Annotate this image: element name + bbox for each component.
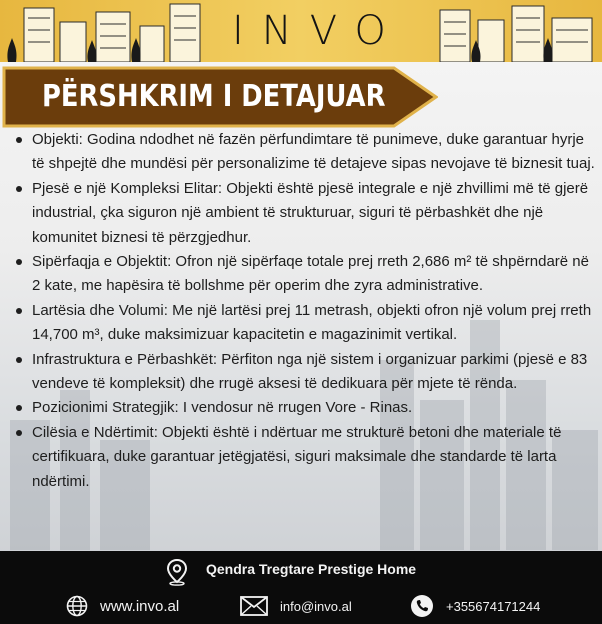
globe-icon — [66, 595, 88, 617]
feature-text: Pjesë e një Kompleksi Elitar: Objekti është pjesë integrale e një zhvillimi më të gjerë industrial, çka siguron një ambient të strukturuar, siguri të përbashkët dhe një komunitet biznesi të përzgjedhur. — [32, 179, 589, 246]
bullet-icon — [16, 308, 22, 314]
website-link[interactable] — [66, 593, 179, 619]
skyline-illustration-left — [0, 0, 210, 62]
bullet-icon — [16, 186, 22, 192]
footer — [0, 551, 602, 624]
feature-list — [10, 128, 598, 494]
list-item — [10, 128, 598, 177]
list-item — [10, 177, 598, 250]
feature-text: Objekti: Godina ndodhet në fazën përfundimtare të punimeve, duke garantuar hyrje të shpejtë dhe mundësi për personalizime të detajeve sipas nevojave të biznesit tuaj. — [32, 131, 595, 173]
section-title: PËRSHKRIM I DETAJUAR — [42, 79, 386, 114]
skyline-illustration-right — [432, 0, 602, 62]
mail-icon — [240, 596, 268, 616]
email-link[interactable] — [240, 593, 352, 619]
section-title-banner — [2, 66, 438, 128]
feature-text: Cilësia e Ndërtimit: Objekti është i ndërtuar me strukturë betoni dhe materiale të certifikuara, duke garantuar jetëgjatësi, siguri maksimale dhe standarde të larta ndërtimi. — [32, 423, 562, 490]
website-text: www.invo.al — [100, 597, 180, 615]
list-item — [10, 250, 598, 299]
list-item — [10, 348, 598, 397]
list-item — [10, 421, 598, 494]
bullet-icon — [16, 405, 22, 411]
bullet-icon — [16, 259, 22, 265]
header-banner — [0, 0, 602, 62]
phone-icon — [410, 594, 434, 618]
feature-text: Lartësia dhe Volumi: Me një lartësi prej 11 metrash, objekti ofron një volum prej rreth 14,700 m³, duke maksimizuar kapacitetin e magazinimit vertikal. — [32, 301, 592, 344]
feature-text: Sipërfaqja e Objektit: Ofron një sipërfaqe totale prej rreth 2,686 m² të shpërndarë në 2 kate, me hapësira të bollshme për operim dhe zyra administrative. — [32, 253, 589, 295]
feature-text: Pozicionimi Strategjik: I vendosur në rrugen Vore - Rinas. — [32, 399, 413, 417]
bullet-icon — [16, 430, 22, 436]
bullet-icon — [16, 137, 22, 143]
list-item — [10, 396, 598, 420]
bullet-icon — [16, 357, 22, 363]
email-text: info@invo.al — [280, 598, 352, 614]
brand-logo: INVO — [232, 8, 404, 54]
phone-link[interactable] — [410, 593, 540, 619]
phone-text: +355674171244 — [446, 598, 541, 614]
footer-location-title: Qendra Tregtare Prestige Home — [206, 561, 417, 577]
feature-text: Infrastruktura e Përbashkët: Përfiton nga një sistem i organizuar parkimi (pjesë e 83 vendeve të kompleksit) dhe rrugë aksesi të dedikuara për mjete të rënda. — [32, 350, 588, 393]
location-pin-icon — [166, 558, 188, 586]
list-item — [10, 299, 598, 348]
